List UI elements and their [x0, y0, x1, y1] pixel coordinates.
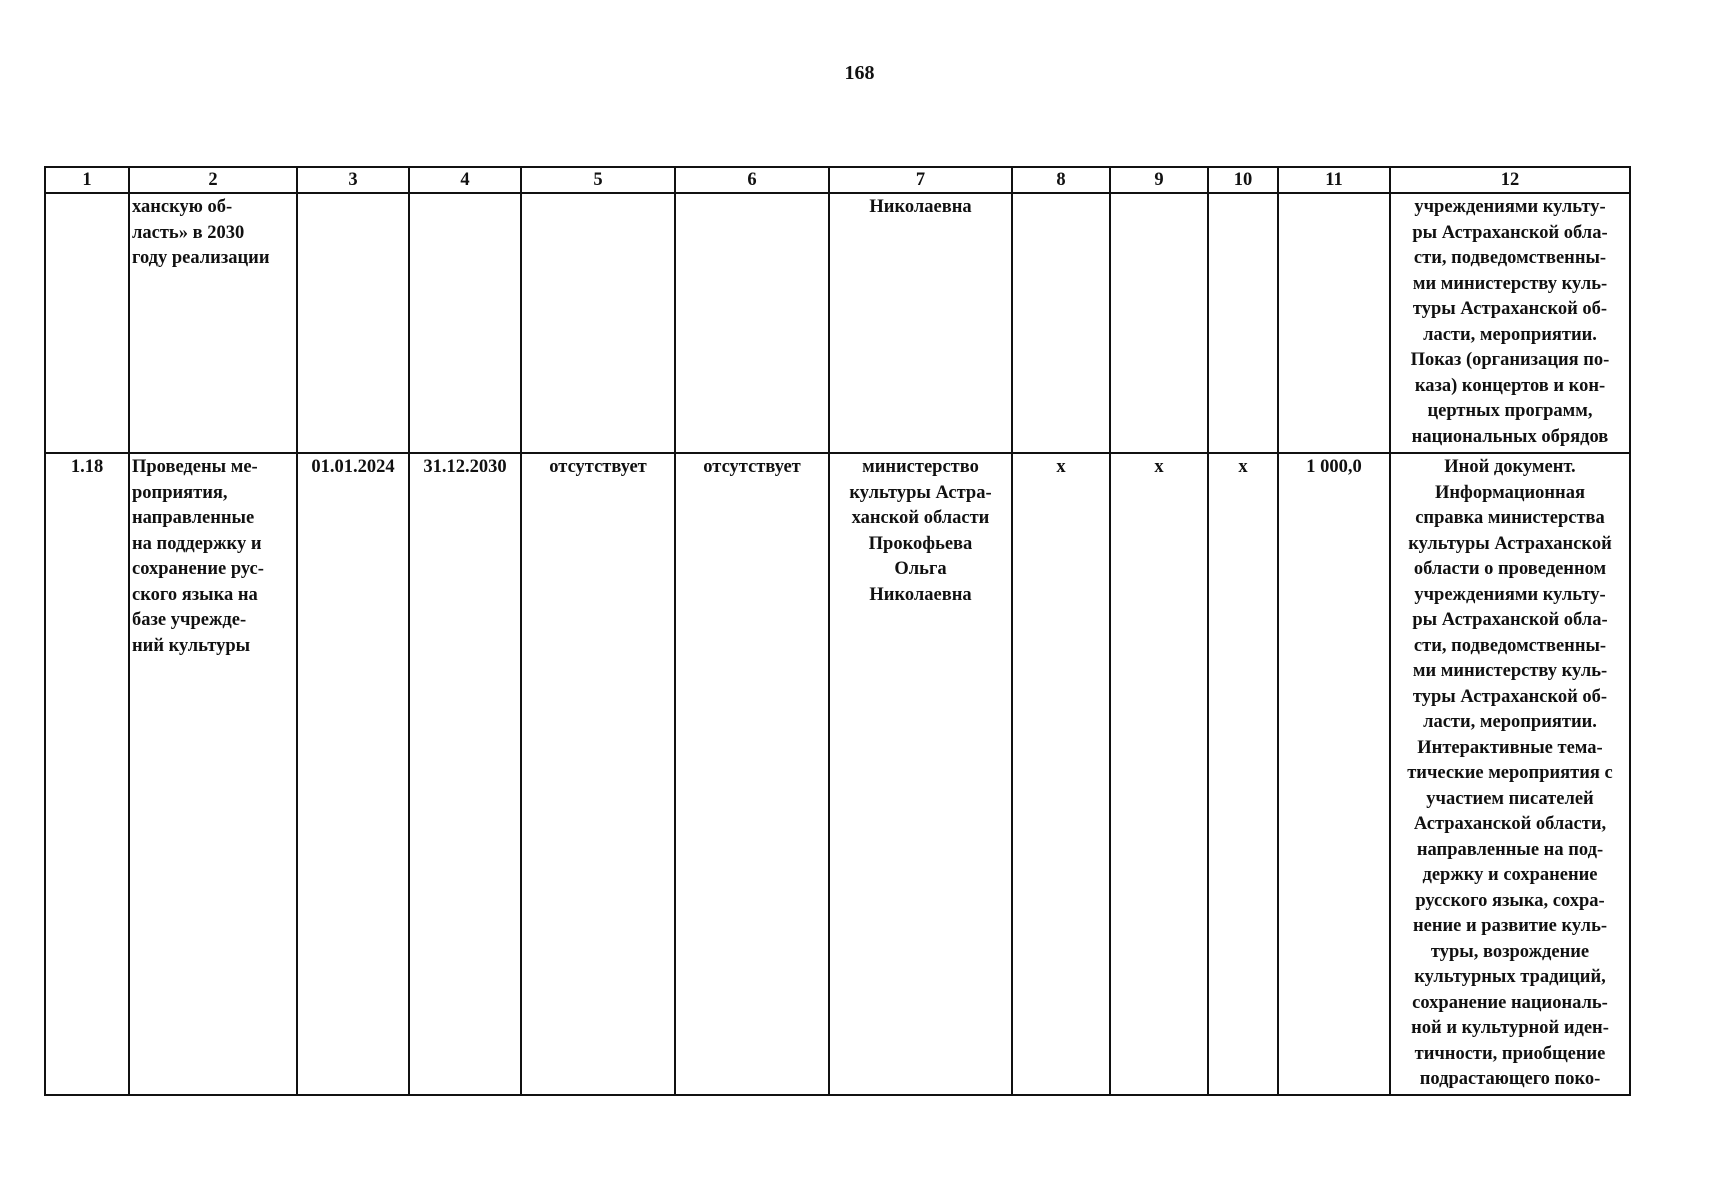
table-row — [45, 453, 1630, 1095]
column-header: 1 — [45, 167, 129, 193]
column-header: 9 — [1110, 167, 1208, 193]
document-cell: учреждениями культу- ры Астраханской обла- сти, подведомственны- ми министерству куль- туры Астраханской об- ласти, мероприятии. Показ (организация по- каза) концертов и кон- цертных программ, национальных обрядов — [1390, 193, 1630, 453]
end-date-cell — [409, 193, 521, 453]
amount-cell — [1278, 193, 1390, 453]
end-date-cell: 31.12.2030 — [409, 453, 521, 1095]
responsible-cell: министерство культуры Астра- ханской области Прокофьева Ольга Николаевна — [829, 453, 1012, 1095]
start-date-cell: 01.01.2024 — [297, 453, 409, 1095]
document-table — [44, 166, 1631, 1096]
column-6-cell: отсутствует — [675, 453, 829, 1095]
event-name-cell: Проведены ме- роприятия, направленные на поддержку и сохранение рус- ского языка на базе учрежде- ний культуры — [129, 453, 297, 1095]
column-header: 7 — [829, 167, 1012, 193]
table-header-row — [45, 167, 1630, 193]
column-10-cell — [1208, 193, 1278, 453]
column-header: 4 — [409, 167, 521, 193]
column-header: 3 — [297, 167, 409, 193]
column-header: 5 — [521, 167, 675, 193]
document-cell: Иной документ. Информационная справка министерства культуры Астраханской области о проведенном учреждениями культу- ры Астраханской обла- сти, подведомственны- ми министерству куль- туры Астраханской об- ласти, мероприятии. Интерактивные тема- тические мероприятия с участием писателей Астраханской области, направленные на под- держку и сохранение русского языка, сохра- нение и развитие куль- туры, возрождение культурных традиций, сохранение националь- ной и культурной иден- тичности, приобщение подрастающего поко- — [1390, 453, 1630, 1095]
row-number-cell: 1.18 — [45, 453, 129, 1095]
responsible-cell: Николаевна — [829, 193, 1012, 453]
column-header: 8 — [1012, 167, 1110, 193]
column-8-cell: x — [1012, 453, 1110, 1095]
row-number-cell — [45, 193, 129, 453]
column-header: 6 — [675, 167, 829, 193]
column-9-cell: x — [1110, 453, 1208, 1095]
column-header: 2 — [129, 167, 297, 193]
column-header: 12 — [1390, 167, 1630, 193]
start-date-cell — [297, 193, 409, 453]
column-5-cell — [521, 193, 675, 453]
column-9-cell — [1110, 193, 1208, 453]
column-header: 10 — [1208, 167, 1278, 193]
column-header: 11 — [1278, 167, 1390, 193]
column-5-cell: отсутствует — [521, 453, 675, 1095]
page-number: 168 — [844, 62, 875, 84]
amount-cell: 1 000,0 — [1278, 453, 1390, 1095]
column-8-cell — [1012, 193, 1110, 453]
table-row — [45, 193, 1630, 453]
column-10-cell: x — [1208, 453, 1278, 1095]
column-6-cell — [675, 193, 829, 453]
event-name-cell: ханскую об- ласть» в 2030 году реализации — [129, 193, 297, 453]
